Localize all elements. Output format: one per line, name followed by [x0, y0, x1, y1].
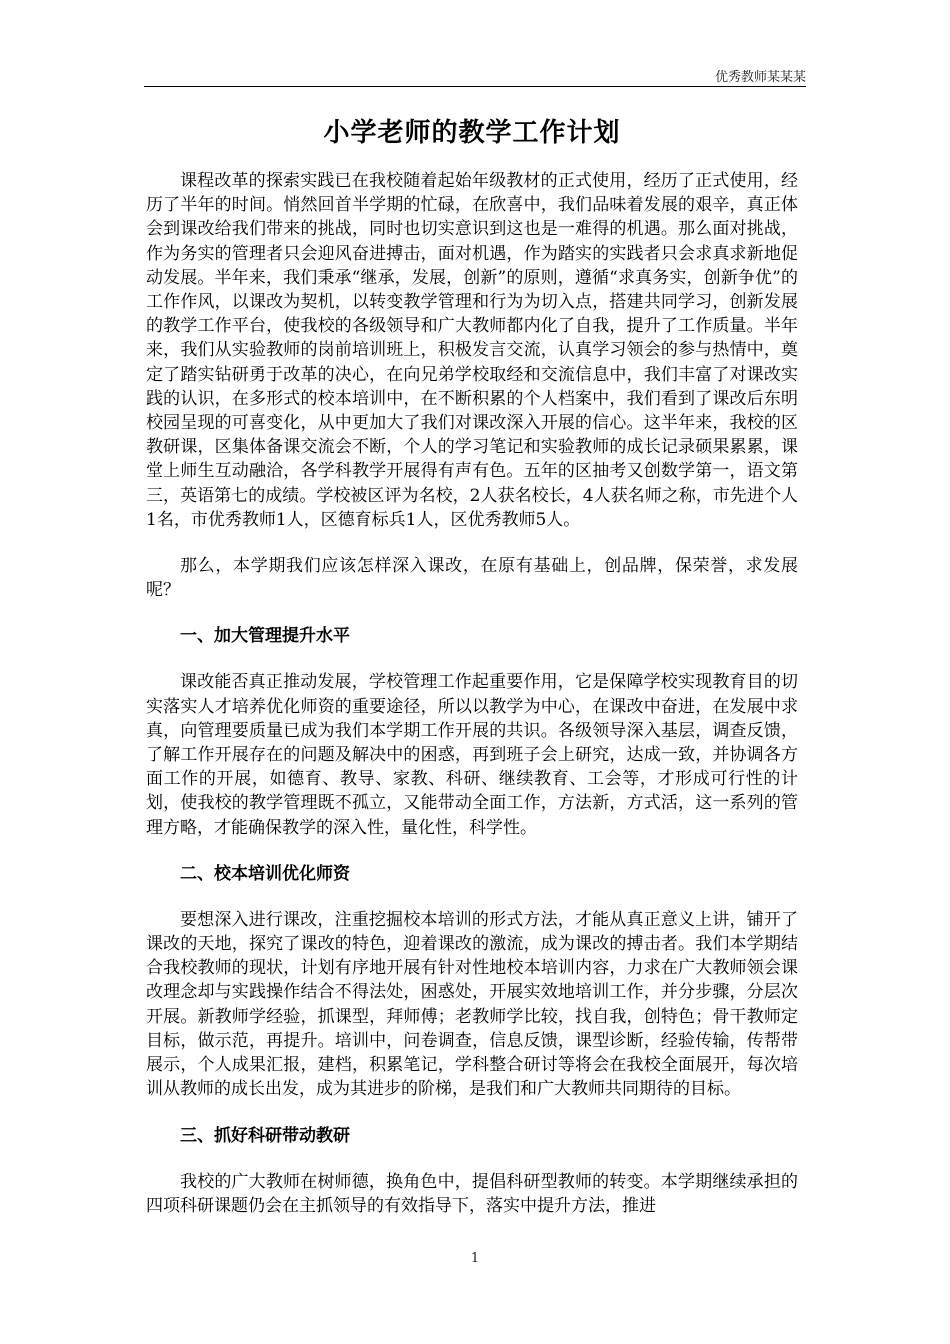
question-paragraph: 那么，本学期我们应该怎样深入课改，在原有基础上，创品牌，保荣誉，求发展呢？	[146, 556, 798, 601]
section-heading-3: 三、抓好科研带动教研	[180, 1125, 350, 1146]
header-note: 优秀教师某某某	[714, 70, 806, 85]
section-text-3: 我校的广大教师在树师德，换角色中，提倡科研型教师的转变。本学期继续承担的四项科研课题仍会在主抓领导的有效指导下，落实中提升方法，推进	[146, 1171, 798, 1216]
document-body	[146, 112, 798, 1218]
header-rule	[144, 86, 806, 87]
section-heading-2: 二、校本培训优化师资	[180, 863, 350, 884]
section-text-2: 要想深入进行课改，注重挖掘校本培训的形式方法，才能从真正意义上讲，铺开了课改的天地，探究了课改的特色，迎着课改的激流，成为课改的搏击者。我们本学期结合我校教师的现状，计划有序地开展有针对性地校本培训内容，力求在广大教师领会课改理念却与实践操作结合不得法处，困惑处，开展实效地培训工作，并分步骤，分层次开展。新教师学经验，抓课型，拜师傅；老教师学比较，找自我，创特色；骨干教师定目标，做示范，再提升。培训中，问卷调查，信息反馈，课型诊断，经验传输，传帮带展示，个人成果汇报，建档，积累笔记，学科整合研讨等将会在我校全面展开，每次培训从教师的成长出发，成为其进步的阶梯，是我们和广大教师共同期待的目标。	[146, 909, 798, 1100]
section-heading-1: 一、加大管理提升水平	[180, 626, 350, 647]
page-title: 小学老师的教学工作计划	[323, 118, 621, 148]
page-number: 1	[470, 1251, 480, 1266]
section-text-1: 课改能否真正推动发展，学校管理工作起重要作用，它是保障学校实现教育目的切实落实人才培养优化师资的重要途径，所以以教学为中心，在课改中奋进，在发展中求真，向管理要质量已成为我们本学期工作开展的共识。各级领导深入基层，调查反馈，了解工作开展存在的问题及解决中的困惑，再到班子会上研究，达成一致，并协调各方面工作的开展，如德育、教导、家教、科研、继续教育、工会等，才形成可行性的计划，使我校的教学管理既不孤立，又能带动全面工作，方法新，方式活，这一系列的管理方略，才能确保教学的深入性，量化性，科学性。	[146, 672, 798, 838]
intro-paragraph: 课程改革的探索实践已在我校随着起始年级教材的正式使用，经历了正式使用，经历了半年的时间。悄然回首半学期的忙碌，在欣喜中，我们品味着发展的艰辛，真正体会到课改给我们带来的挑战，同时也切实意识到这也是一难得的机遇。那么面对挑战，作为务实的管理者只会迎风奋进搏击，面对机遇，作为踏实的实践者只会求真求新地促动发展。半年来，我们秉承“继承，发展，创新”的原则，遵循“求真务实，创新争优”的工作作风，以课改为契机，以转变教学管理和行为为切入点，搭建共同学习，创新发展的教学工作平台，使我校的各级领导和广大教师都内化了自我，提升了工作质量。半年来，我们从实验教师的岗前培训班上，积极发言交流，认真学习领会的参与热情中，奠定了踏实钻研勇于改革的决心，在向兄弟学校取经和交流信息中，我们丰富了对课改实践的认识，在多形式的校本培训中，在不断积累的个人档案中，我们看到了课改后东明校园呈现的可喜变化，从中更加大了我们对课改深入开展的信心。这半年来，我校的区教研课，区集体备课交流会不断，个人的学习笔记和实验教师的成长记录硕果累累，课堂上师生互动融洽，各学科教学开展得有声有色。五年的区抽考又创数学第一，语文第三，英语第七的成绩。学校被区评为名校，2人获名校长，4人获名师之称，市先进个人1名，市优秀教师1人，区德育标兵1人，区优秀教师5人。	[146, 171, 798, 530]
